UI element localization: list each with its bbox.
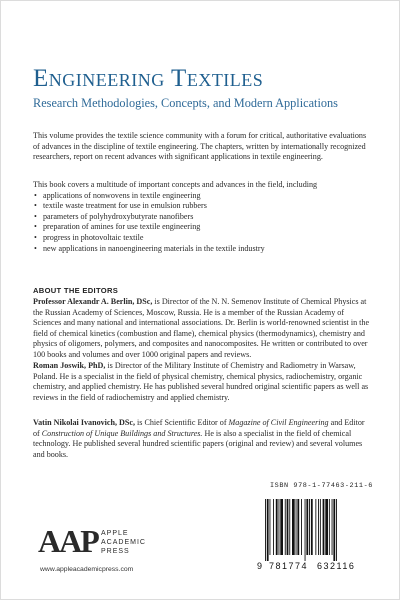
publisher-name-line: ACADEMIC <box>101 539 146 546</box>
publisher-logo <box>38 525 178 565</box>
list-item: • parameters of polyhydroxybutyrate nanofibers <box>43 212 371 223</box>
isbn-label: ISBN 978-1-77463-211-6 <box>270 482 373 490</box>
barcode-bar <box>267 499 269 561</box>
editor-bio-part: He is also a specialist in the field of chemical technology. He published several hundred scientific papers (original and review) and several volumes and books. <box>33 428 363 459</box>
barcode-bar <box>287 499 289 555</box>
barcode-bar <box>309 499 310 555</box>
editor-bio-part: is Chief Scientific Editor of <box>135 418 229 427</box>
editor-bio: is Director of the N. N. Semenov Institute of Chemical Physics at the Russian Academy of Sciences, Moscow, Russia. He is a member of the Russian Academy of Sciences and many national and international associations. Dr. Berlin is world-renowned scientist in the field of chemical kinetics (combustion and flame), chemical physics (thermodynamics), chemistry and physics of oligomers, polymers, and composites and nanocomposites. He written or contributed to over 100 books and volumes and over 1000 original papers and reviews. <box>33 297 370 359</box>
book-title: Engineering Textiles <box>33 65 264 92</box>
barcode <box>255 497 370 571</box>
barcode-bar <box>265 499 266 561</box>
barcode-bar <box>332 499 333 555</box>
barcode-bar <box>280 499 283 555</box>
book-subtitle: Research Methodologies, Concepts, and Modern Applications <box>33 96 338 110</box>
barcode-bar <box>296 499 297 555</box>
about-editors-heading: ABOUT THE EDITORS <box>33 286 119 295</box>
editor-bio-vatin <box>33 418 371 460</box>
barcode-bar <box>276 499 278 555</box>
editor-name: Vatin Nikolai Ivanovich, DSc, <box>33 418 136 427</box>
editor-bio-part: and Editor of <box>33 418 365 438</box>
publisher-name <box>101 529 146 556</box>
list-item: • applications of nonwovens in textile engineering <box>43 191 371 202</box>
barcode-bar <box>329 499 330 555</box>
barcode-bar <box>336 499 337 561</box>
editor-bio: is Director of the Military Institute of Chemistry and Radiometry in Warsaw, Poland. He is a specialist in the field of physical chemistry, chemical physics, radiochemistry, organic chemistry, and applied chemistry. He has published several hundred original scientific papers as well as reviews in the field of radiochemistry and applied chemistry. <box>33 361 369 402</box>
aap-logo-mark: AAP <box>38 523 98 559</box>
editor-name: Professor Alexandr A. Berlin, DSc, <box>33 297 153 306</box>
topics-section <box>33 180 371 254</box>
topics-lead: This book covers a multitude of important concepts and advances in the field, including <box>33 180 318 189</box>
barcode-bar <box>297 499 299 555</box>
publisher-name-line: PRESS <box>101 548 130 555</box>
editor-bio-berlin <box>33 297 371 361</box>
barcode-bar <box>333 499 335 561</box>
barcode-bar <box>289 499 290 555</box>
barcode-digit-lead: 9 <box>257 561 263 571</box>
barcode-bar <box>315 499 316 555</box>
barcode-digits-right: 632116 <box>317 561 356 571</box>
list-item: • preparation of amines for use textile engineering <box>43 222 371 233</box>
barcode-bar <box>311 499 313 555</box>
journal-title: Construction of Unique Buildings and Structures. <box>41 428 203 438</box>
barcode-bar <box>270 499 271 555</box>
editor-name: Roman Joswik, PhD, <box>33 361 106 370</box>
list-item: • textile waste treatment for use in emulsion rubbers <box>43 201 371 212</box>
journal-title: Magazine of Civil Engineering <box>228 418 329 427</box>
list-item: • new applications in nanoengineering materials in the textile industry <box>43 244 371 255</box>
barcode-bar <box>279 499 280 555</box>
barcode-bar <box>325 499 328 555</box>
barcode-bar <box>292 499 295 555</box>
barcode-bar <box>285 499 286 555</box>
publisher-website[interactable]: www.appleacademicpress.com <box>40 566 134 573</box>
barcode-digits-left: 781774 <box>269 561 309 571</box>
list-item: • progress in photovoltaic textile <box>43 233 371 244</box>
barcode-bar <box>320 499 321 555</box>
barcode-bars <box>265 499 337 561</box>
barcode-bar <box>273 499 274 555</box>
intro-paragraph: This volume provides the textile science community with a forum for critical, authoritative evaluations of advances in the discipline of textile engineering. The chapters, written by internationally recognized researchers, report on recent advances with significant applications in textile engineering. <box>33 131 367 162</box>
barcode-bar <box>306 499 308 555</box>
publisher-name-line: APPLE <box>101 530 129 537</box>
editor-bio-joswik <box>33 361 371 403</box>
topics-list <box>33 191 371 255</box>
barcode-bar <box>323 499 325 555</box>
barcode-bar <box>318 499 319 555</box>
barcode-bar <box>301 499 302 555</box>
barcode-bar <box>305 499 306 561</box>
